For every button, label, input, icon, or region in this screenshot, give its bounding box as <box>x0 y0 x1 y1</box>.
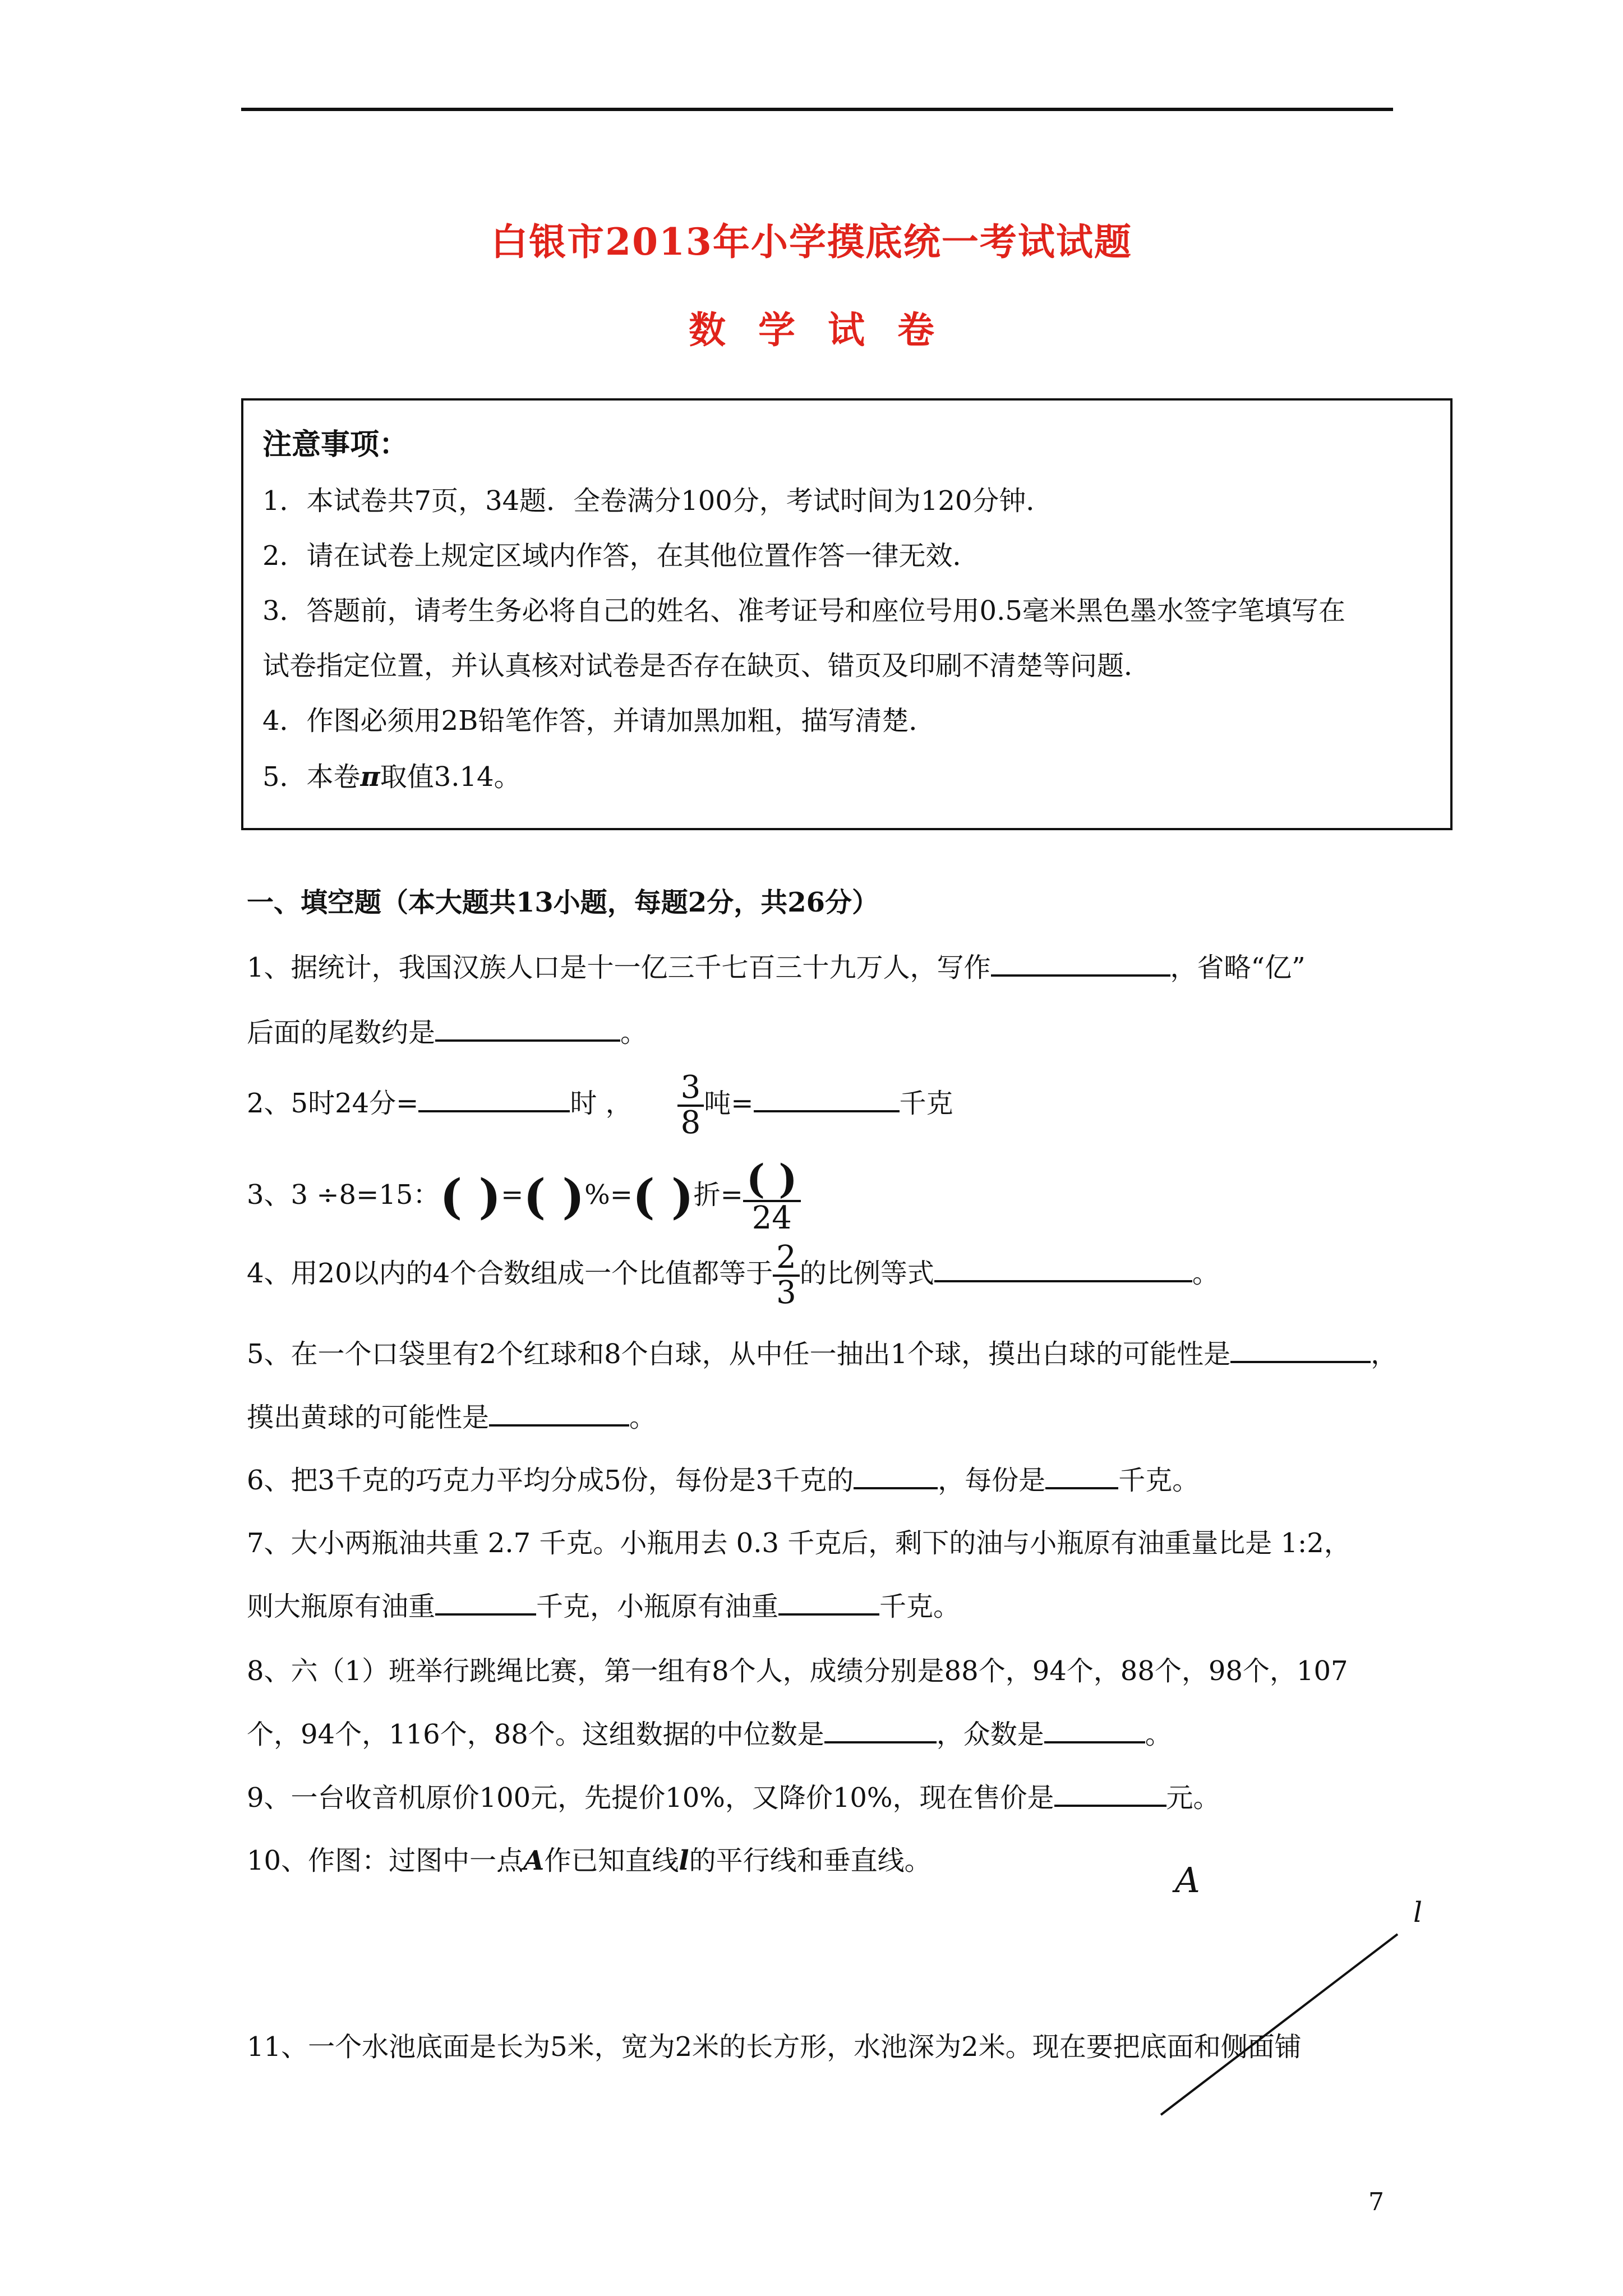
notice-box <box>241 398 1453 830</box>
exam-subtitle: 数学试卷 <box>689 308 967 352</box>
answer-blank[interactable] <box>418 1085 570 1112</box>
question-1-cont: 后面的尾数约是 。 <box>247 1011 647 1050</box>
answer-blank[interactable] <box>435 1015 620 1042</box>
notice-item: 1．本试卷共7页，34题．全卷满分100分，考试时间为120分钟． <box>262 485 1053 517</box>
question-8: 8、六（1）班举行跳绳比赛，第一组有8个人，成绩分别是88个，94个，88个，98个，107 <box>247 1655 1348 1687</box>
answer-paren[interactable]: ( ) <box>440 1168 501 1225</box>
answer-blank[interactable] <box>489 1400 629 1427</box>
fraction-3-8: $\frac{3}{8}$ <box>677 1071 704 1140</box>
fraction-2-3: $\frac{2}{3}$ <box>773 1241 800 1310</box>
question-3: 3、3 ÷8=15：( )=( )%=( )折= $\frac{( )}{24}$ <box>247 1153 801 1239</box>
pi-symbol: π <box>360 761 380 793</box>
answer-paren[interactable]: ( ) <box>523 1168 585 1225</box>
answer-blank[interactable] <box>854 1462 938 1489</box>
answer-blank[interactable] <box>824 1717 937 1743</box>
question-10: 10、作图：过图中一点A作已知直线l的平行线和垂直线。 <box>247 1845 932 1876</box>
notice-item: 试卷指定位置，并认真核对试卷是否存在缺页、错页及印刷不清楚等问题． <box>262 650 1151 682</box>
question-2: 2、5时24分= 时 ， $\frac{3}{8}$ 吨= 千克 <box>247 1069 953 1141</box>
question-4: 4、用20以内的4个合数组成一个比值都等于 $\frac{2}{3}$ 的比例等式 。 <box>247 1239 1219 1311</box>
figure-point-A: A <box>1175 1860 1200 1901</box>
question-6: 6、把3千克的巧克力平均分成5份，每份是3千克的 ，每份是 千克。 <box>247 1458 1199 1497</box>
answer-blank[interactable] <box>1054 1780 1166 1807</box>
notice-item <box>262 755 521 794</box>
question-7: 7、大小两瓶油共重 2.7 千克。小瓶用去 0.3 千克后，剩下的油与小瓶原有油重量比是 1:2， <box>247 1527 1351 1559</box>
notice-item: 3．答题前，请考生务必将自己的姓名、准考证号和座位号用0.5毫米黑色墨水签字笔填写在 <box>262 595 1345 627</box>
notice-item-5-suffix: 取值3.14。 <box>380 761 521 793</box>
point-A-label: A <box>523 1845 545 1876</box>
answer-blank[interactable] <box>435 1589 536 1616</box>
figure-line-l-label: l <box>1413 1896 1422 1929</box>
question-1: 1、据统计，我国汉族人口是十一亿三千七百三十九万人，写作 ，省略“亿” <box>247 946 1306 984</box>
answer-blank[interactable] <box>778 1589 879 1616</box>
question-5-cont: 摸出黄球的可能性是 。 <box>247 1396 656 1434</box>
line-l-label: l <box>679 1845 689 1876</box>
page-number: 7 <box>1368 2188 1384 2216</box>
section-heading: 一、填空题（本大题共13小题，每题2分，共26分） <box>247 887 879 918</box>
answer-paren[interactable]: ( ) <box>632 1168 694 1225</box>
notice-item: 2．请在试卷上规定区域内作答，在其他位置作答一律无效． <box>262 540 980 572</box>
answer-blank[interactable] <box>991 950 1170 977</box>
header-rule <box>241 108 1393 111</box>
answer-blank[interactable] <box>1230 1336 1371 1363</box>
notice-heading: 注意事项： <box>262 427 409 462</box>
question-8-cont: 个，94个，116个，88个。这组数据的中位数是 ，众数是 。 <box>247 1713 1172 1751</box>
notice-item: 4．作图必须用2B铅笔作答，并请加黑加粗，描写清楚． <box>262 705 936 737</box>
fraction-paren-24: $\frac{( )}{24}$ <box>743 1158 801 1235</box>
answer-blank[interactable] <box>934 1255 1192 1282</box>
question-5: 5、在一个口袋里有2个红球和8个白球，从中任一抽出1个球，摸出白球的可能性是 ， <box>247 1332 1398 1371</box>
question-9: 9、一台收音机原价100元，先提价10%，又降价10%，现在售价是 元。 <box>247 1776 1220 1815</box>
notice-item-5-prefix: 5．本卷 <box>262 761 361 793</box>
answer-blank[interactable] <box>754 1085 900 1112</box>
exam-title: 白银市2013年小学摸底统一考试试题 <box>491 220 1132 264</box>
question-11: 11、一个水池底面是长为5米，宽为2米的长方形，水池深为2米。现在要把底面和侧面铺 <box>247 2031 1302 2063</box>
question-7-cont: 则大瓶原有油重 千克，小瓶原有油重 千克。 <box>247 1585 960 1623</box>
answer-blank[interactable] <box>1045 1462 1118 1489</box>
answer-blank[interactable] <box>1044 1717 1145 1743</box>
